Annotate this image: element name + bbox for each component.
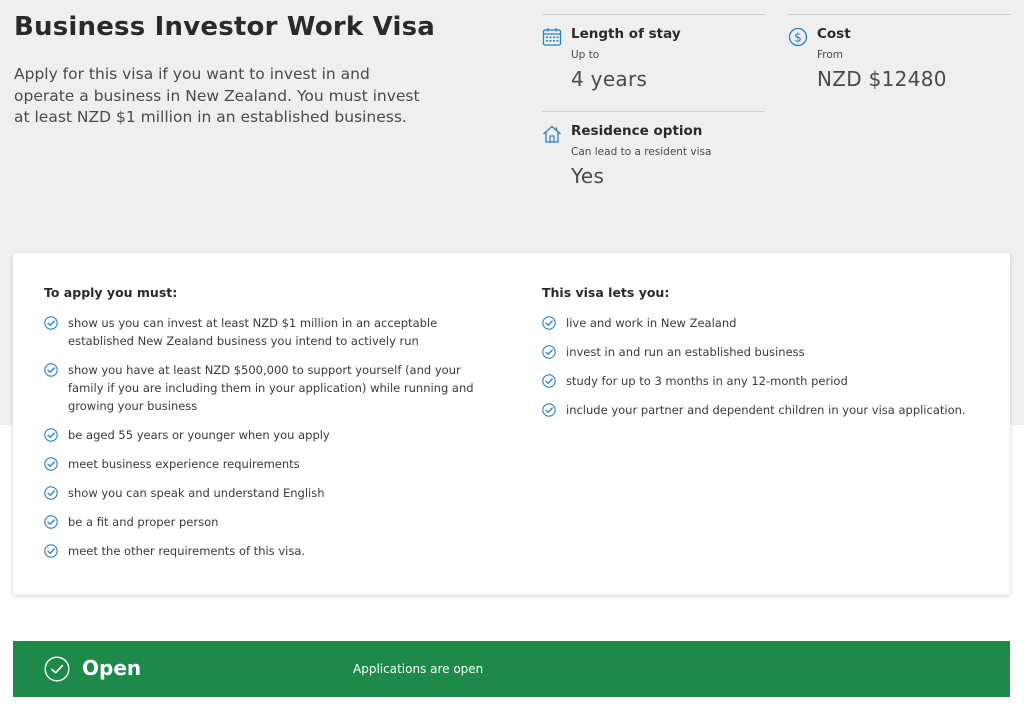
list-item-text: be a fit and proper person (68, 515, 219, 529)
house-icon (542, 124, 562, 144)
fact-value: NZD $12480 (817, 67, 947, 91)
benefits-list (542, 314, 982, 419)
list-item (44, 542, 494, 560)
list-item (542, 314, 982, 332)
list-item (542, 343, 982, 361)
visa-intro: Apply for this visa if you want to invest in and operate a business in New Zealand. You must invest at least NZD $1 million in an established business. (14, 65, 420, 126)
benefits-heading: This visa lets you: (542, 285, 670, 300)
list-item-text: study for up to 3 months in any 12-month period (566, 374, 848, 388)
list-item-text: meet the other requirements of this visa. (68, 544, 306, 558)
list-item-text: meet business experience requirements (68, 457, 300, 471)
list-item-text: be aged 55 years or younger when you apply (68, 428, 330, 442)
fact-label: Residence option (571, 123, 703, 139)
fact-label: Length of stay (571, 26, 681, 42)
list-item-text: live and work in New Zealand (566, 316, 737, 330)
list-item (44, 513, 494, 531)
check-circle-icon (542, 374, 556, 388)
check-circle-icon (542, 316, 556, 330)
check-circle-icon (44, 316, 58, 330)
fact-residence (542, 111, 765, 188)
benefits-column (542, 285, 982, 430)
check-circle-icon (542, 345, 556, 359)
list-item (44, 314, 494, 350)
list-item-text: include your partner and dependent children in your visa application. (566, 403, 966, 417)
svg-text:$: $ (794, 30, 802, 45)
fact-sub: Up to (571, 49, 600, 61)
list-item-text: show you have at least NZD $500,000 to support yourself (and your family if you are including them in your application) while running and growing your business (68, 363, 474, 413)
requirements-list (44, 314, 494, 560)
list-item (44, 426, 494, 444)
list-item (542, 372, 982, 390)
status-message: Applications are open (353, 662, 484, 676)
page-title: Business Investor Work Visa (14, 12, 436, 42)
check-circle-icon (44, 544, 58, 558)
check-circle-icon (44, 515, 58, 529)
fact-length-of-stay (542, 14, 765, 91)
check-circle-icon (44, 457, 58, 471)
list-item (44, 484, 494, 502)
list-item-text: show you can speak and understand English (68, 486, 325, 500)
list-item (44, 455, 494, 473)
fact-sub: From (817, 49, 844, 61)
status-label: Open (82, 656, 142, 680)
check-circle-icon (44, 428, 58, 442)
calendar-icon (542, 27, 562, 47)
fact-value: Yes (571, 164, 605, 188)
check-circle-icon (44, 363, 58, 377)
requirements-heading: To apply you must: (44, 285, 178, 300)
check-circle-icon (542, 403, 556, 417)
application-status-banner (13, 641, 1010, 697)
requirements-column (44, 285, 494, 571)
list-item (44, 361, 494, 415)
fact-sub: Can lead to a resident visa (571, 146, 712, 158)
fact-value: 4 years (571, 67, 648, 91)
list-item (542, 401, 982, 419)
dollar-circle-icon (788, 27, 808, 47)
visa-details-card (13, 253, 1010, 595)
list-item-text: show us you can invest at least NZD $1 million in an acceptable established New Zealand business you intend to actively run (68, 316, 438, 348)
list-item-text: invest in and run an established business (566, 345, 805, 359)
check-circle-icon (44, 486, 58, 500)
fact-label: Cost (817, 26, 851, 42)
check-circle-icon (44, 656, 70, 682)
fact-cost (788, 14, 1011, 91)
